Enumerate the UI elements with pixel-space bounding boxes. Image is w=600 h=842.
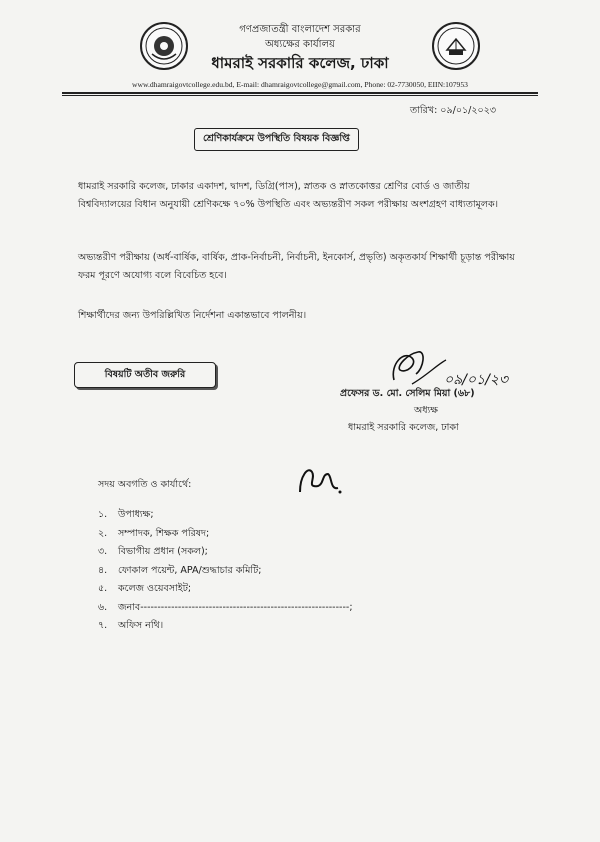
list-item [98, 601, 353, 620]
distribution-heading: সদয় অবগতি ও কার্যার্থে: [98, 479, 192, 490]
contact-info: www.dhamraigovtcollege.edu.bd, E-mail: dhamraigovtcollege@gmail.com, Phone: 02-7730050, EIIN:107953 [132, 80, 468, 89]
list-item-text: ফোকাল পয়েন্ট, APA/শুদ্ধাচার কমিটি; [118, 564, 262, 576]
signature-mark [386, 344, 512, 390]
office-name: অধ্যক্ষের কার্যালয় [265, 39, 335, 50]
list-item-number: ২. [98, 527, 108, 539]
list-item-number: ৪. [98, 564, 108, 576]
signatory-name: প্রফেসর ড. মো. সেলিম মিয়া (৬৮) [340, 388, 475, 399]
signatory-title: অধ্যক্ষ [414, 405, 439, 416]
header-divider [62, 92, 538, 94]
list-item-number: ৭. [98, 620, 108, 631]
header-divider-thin [62, 95, 538, 96]
list-item [98, 582, 353, 601]
list-item [98, 508, 353, 527]
list-item [98, 545, 353, 564]
list-item-text: অফিস নথি। [118, 620, 164, 631]
body-paragraph-2: অভ্যন্তরীণ পরীক্ষায় (অর্ধ-বার্ষিক, বার্ষিক, প্রাক-নির্বাচনী, নির্বাচনী, ইনকোর্স, প্রভৃতি) অকৃতকার্য শিক্ষার্থী চূড়ান্ত পরীক্ষায় ফরম পূরণে অযোগ্য বলে বিবেচিত হবে। [78, 252, 515, 281]
body-paragraph-3: শিক্ষার্থীদের জন্য উপরিল্লিখিত নির্দেশনা একান্তভাবে পালনীয়। [78, 310, 307, 321]
urgent-box [74, 362, 216, 388]
notice-subject: শ্রেণিকার্যক্রমে উপস্থিতি বিষয়ক বিজ্ঞপ্তি [194, 128, 359, 151]
list-item-number: ৫. [98, 583, 108, 594]
list-item-number: ৬. [98, 601, 108, 613]
list-item [98, 619, 353, 638]
list-item-text: সম্পাদক, শিক্ষক পরিষদ; [118, 527, 210, 539]
list-item-text: উপাধ্যক্ষ; [118, 509, 154, 520]
government-name: গণপ্রজাতন্ত্রী বাংলাদেশ সরকার [239, 24, 361, 35]
list-item-text: কলেজ ওয়েবসাইট; [118, 583, 192, 594]
urgent-label: বিষয়টি অতীব জরুরি [104, 368, 186, 380]
college-name: ধামরাই সরকারি কলেজ, ঢাকা [211, 54, 389, 72]
list-item [98, 527, 353, 546]
list-item-number: ১. [98, 509, 108, 520]
signatory-college: ধামরাই সরকারি কলেজ, ঢাকা [348, 422, 459, 433]
handwritten-initials [294, 462, 344, 498]
body-paragraph-1: ধামরাই সরকারি কলেজ, ঢাকার একাদশ, দ্বাদশ, ডিগ্রি(পাস), স্নাতক ও স্নাতকোত্তর শ্রেণির বোর্ড ও জাতীয় বিশ্ববিদ্যালয়ের বিধান অনুযায়ী শ্রেণিকক্ষে ৭০% উপস্থিতি এবং অভ্যন্তরীণ সকল পরীক্ষায় অংশগ্রহণ বাধ্যতামূলক। [78, 181, 499, 210]
notice-date: তারিখ: ০৯/০১/২০২৩ [410, 105, 497, 116]
list-item-number: ৩. [98, 546, 108, 557]
list-item-text: জনাব-------------------------------------------------------------; [118, 601, 353, 613]
list-item-text: বিভাগীয় প্রধান (সকল); [118, 546, 208, 557]
distribution-list [98, 508, 353, 638]
signature-date: ০৯/০১/২৩ [444, 372, 509, 388]
list-item [98, 564, 353, 583]
